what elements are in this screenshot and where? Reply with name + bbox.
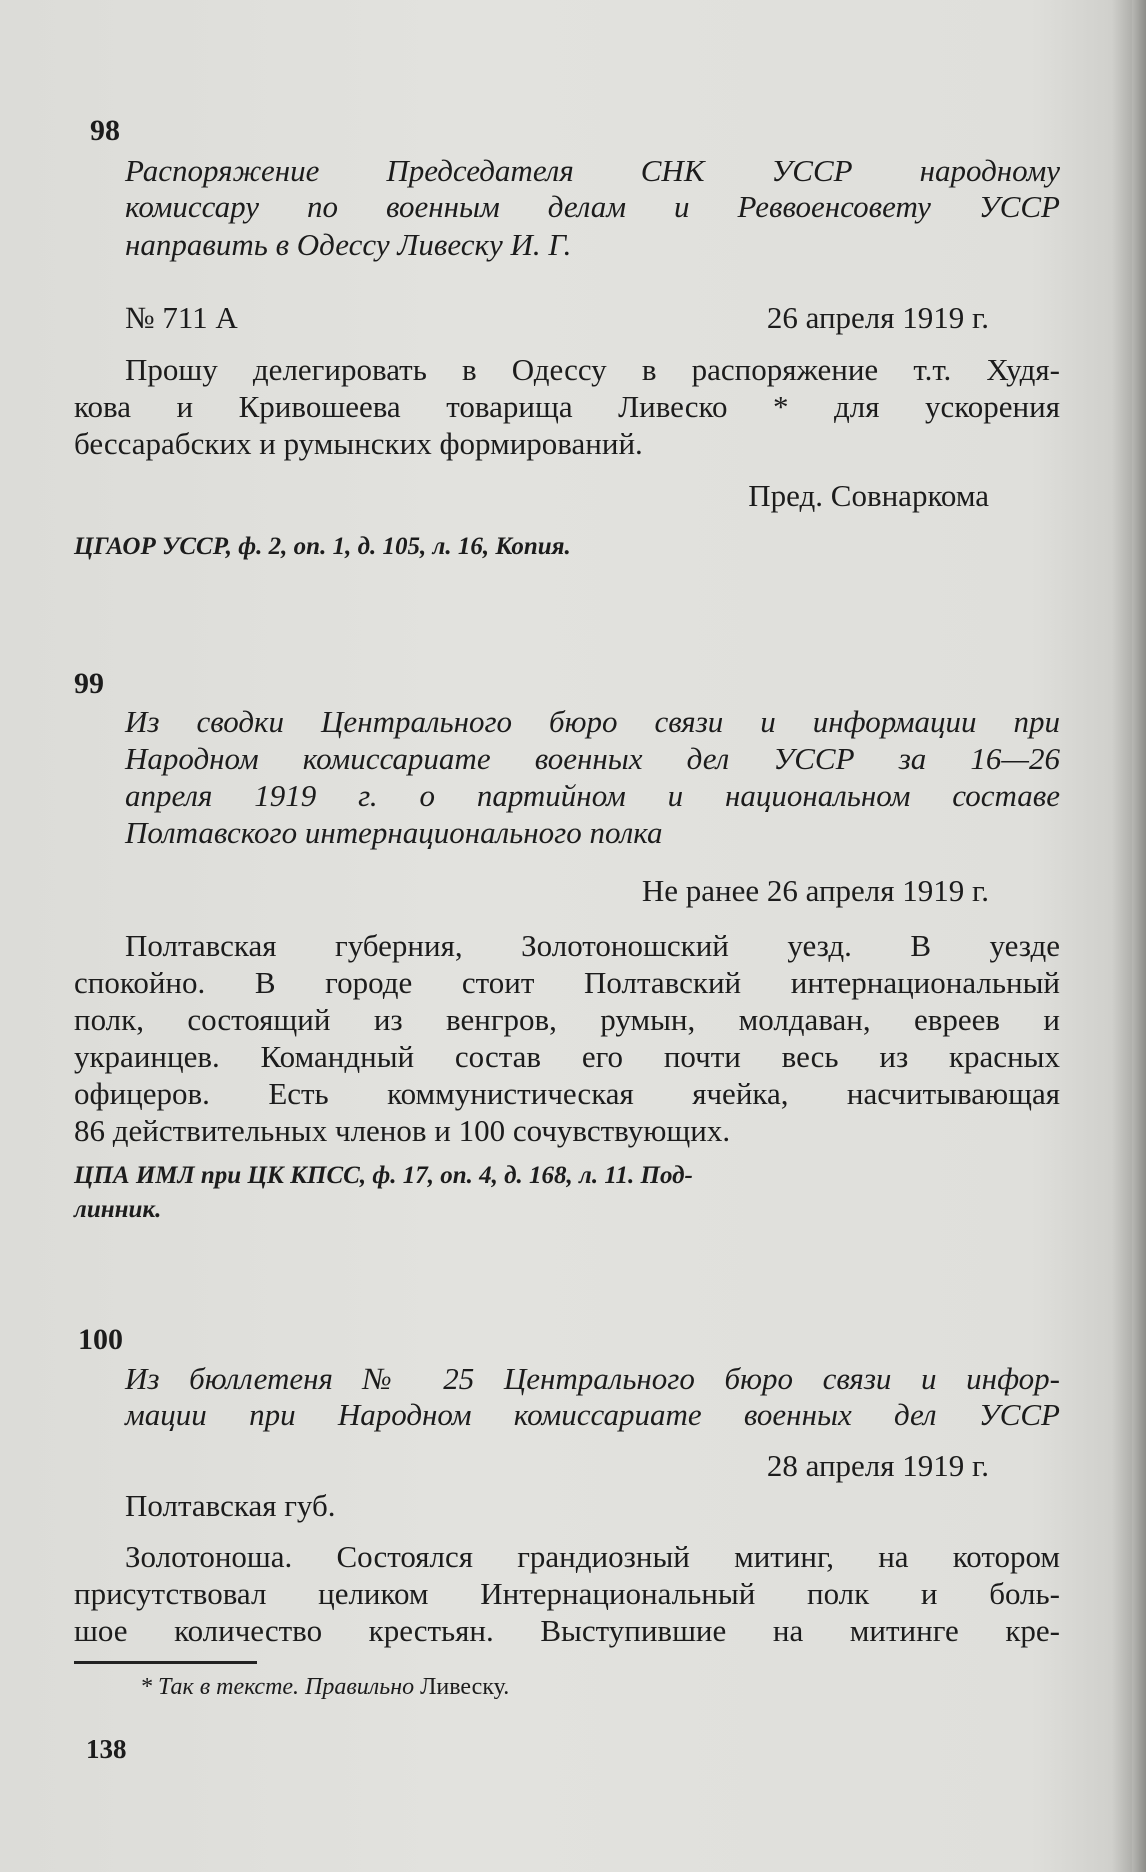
document-date: 28 апреля 1919 г.: [766, 1448, 989, 1483]
footnote-regular: Ливеску.: [414, 1674, 510, 1700]
heading-line: Народном комиссариате военных дел УССР за 16—26: [125, 741, 1060, 776]
heading-line: комиссару по военным делам и Реввоенсовету УССР: [125, 189, 1060, 224]
heading-line: апреля 1919 г. о партийном и национальном составе: [125, 778, 1060, 813]
body-line: присутствовал целиком Интернациональный полк и боль-: [74, 1576, 1060, 1611]
document-number: 100: [78, 1323, 123, 1356]
place: Полтавская губ.: [125, 1488, 336, 1523]
body-line: 86 действительных членов и 100 сочувствующих.: [74, 1113, 731, 1148]
body-line: полк, состоящий из венгров, румын, молдаван, евреев и: [74, 1002, 1060, 1037]
body-line: Золотоноша. Состоялся грандиозный митинг, на котором: [125, 1539, 1060, 1574]
scan-edge-shadow: [1132, 0, 1146, 1872]
document-number: 98: [90, 114, 120, 147]
archive-source: ЦГАОР УССР, ф. 2, оп. 1, д. 105, л. 16, Копия.: [74, 533, 571, 560]
body-line: Прошу делегировать в Одессу в распоряжение т.т. Худя-: [125, 352, 1060, 387]
document-date: Не ранее 26 апреля 1919 г.: [641, 873, 989, 908]
heading-line: мации при Народном комиссариате военных дел УССР: [125, 1397, 1060, 1432]
body-line: спокойно. В городе стоит Полтавский интернациональный: [74, 965, 1060, 1000]
body-line: украинцев. Командный состав его почти весь из красных: [74, 1039, 1060, 1074]
archive-source: линник.: [74, 1196, 162, 1223]
document-date: 26 апреля 1919 г.: [766, 300, 989, 335]
page-number: 138: [86, 1734, 127, 1764]
heading-line: направить в Одессу Ливеску И. Г.: [125, 227, 572, 262]
body-line: офицеров. Есть коммунистическая ячейка, насчитывающая: [74, 1076, 1060, 1111]
footnote-divider: [74, 1661, 257, 1664]
body-line: кова и Кривошеева товарища Ливеско * для ускорения: [74, 389, 1060, 424]
heading-line: Распоряжение Председателя СНК УССР народному: [125, 153, 1060, 188]
heading-line: Из сводки Центрального бюро связи и информации при: [125, 704, 1060, 739]
document-number: 99: [74, 667, 104, 700]
footnote-italic: * Так в тексте. Правильно: [140, 1674, 415, 1700]
body-line: шое количество крестьян. Выступившие на митинге кре-: [74, 1613, 1060, 1648]
signature: Пред. Совнаркома: [748, 478, 989, 513]
heading-line: Полтавского интернационального полка: [125, 815, 663, 850]
archive-source: ЦПА ИМЛ при ЦК КПСС, ф. 17, оп. 4, д. 168, л. 11. Под-: [74, 1162, 693, 1189]
footnote: [140, 1667, 509, 1707]
body-line: бессарабских и румынских формирований.: [74, 426, 643, 461]
body-line: Полтавская губерния, Золотоношский уезд. В уезде: [125, 928, 1060, 963]
heading-line: Из бюллетеня № 25 Центрального бюро связи и инфор-: [125, 1361, 1060, 1396]
document-reference-number: № 711 А: [125, 300, 238, 335]
